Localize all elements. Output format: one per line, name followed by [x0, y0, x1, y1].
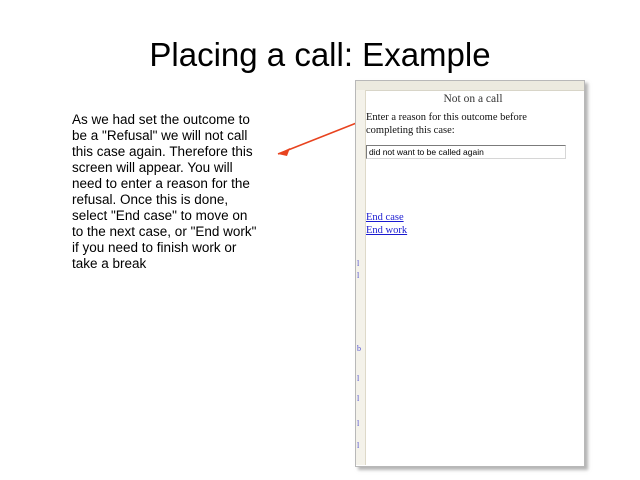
page-title: Placing a call: Example [149, 36, 491, 73]
end-work-link[interactable]: End work [366, 225, 408, 236]
strip-mark: l [357, 395, 360, 402]
panel-content [366, 93, 580, 238]
strip-mark: l [357, 272, 360, 279]
arrow-annotation [268, 118, 368, 160]
slide-body-text: As we had set the outcome to be a "Refusal" we will not call this case again. Therefore this screen will appear. You will need to enter a reason for the refusal. Once this is done, select "End case" to move on to the next case, or "End work" if you need to finish work or take a break [72, 112, 257, 271]
panel-links [366, 212, 580, 236]
strip-mark: l [357, 420, 360, 427]
panel-top-band [356, 81, 584, 91]
panel-left-nav-strip [356, 90, 366, 465]
panel-heading: Not on a call [443, 93, 503, 105]
strip-mark: b [357, 345, 361, 352]
reason-input[interactable] [366, 145, 566, 159]
strip-mark: l [357, 375, 360, 382]
end-case-link[interactable]: End case [366, 212, 404, 223]
strip-mark: l [357, 442, 360, 449]
strip-mark: l [357, 260, 360, 267]
embedded-app-screenshot [355, 80, 585, 467]
panel-instruction-text: Enter a reason for this outcome before completing this case: [366, 112, 527, 136]
arrow-icon [268, 118, 368, 160]
